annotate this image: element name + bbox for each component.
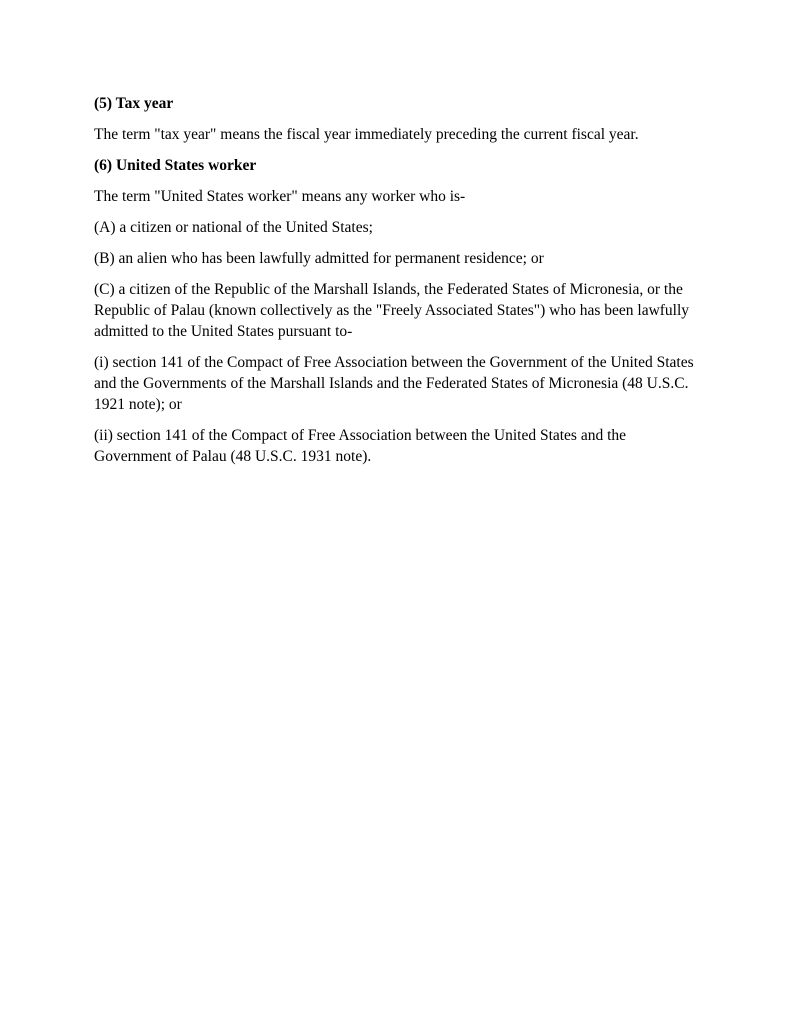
- section-heading-tax-year: (5) Tax year: [94, 95, 174, 112]
- paragraph-tax-year-definition: The term "tax year" means the fiscal year immediately preceding the current fiscal year.: [94, 126, 639, 143]
- paragraph-clause-i: (i) section 141 of the Compact of Free Association between the Government of the United States and the Governments of the Marshall Islands and the Federated States of Micronesia (48 U.S.C. 1921 note); or: [94, 354, 694, 413]
- paragraph-clause-b: (B) an alien who has been lawfully admitted for permanent residence; or: [94, 250, 544, 267]
- paragraph-us-worker-definition: The term "United States worker" means any worker who is-: [94, 188, 466, 205]
- paragraph-clause-c: (C) a citizen of the Republic of the Marshall Islands, the Federated States of Micronesia, or the Republic of Palau (known collectively as the "Freely Associated States") who has been lawfully admitted to the United States pursuant to-: [94, 281, 690, 340]
- paragraph-clause-ii: (ii) section 141 of the Compact of Free Association between the United States and the Government of Palau (48 U.S.C. 1931 note).: [94, 427, 627, 465]
- paragraph-clause-a: (A) a citizen or national of the United States;: [94, 219, 373, 236]
- section-heading-united-states-worker: (6) United States worker: [94, 157, 257, 174]
